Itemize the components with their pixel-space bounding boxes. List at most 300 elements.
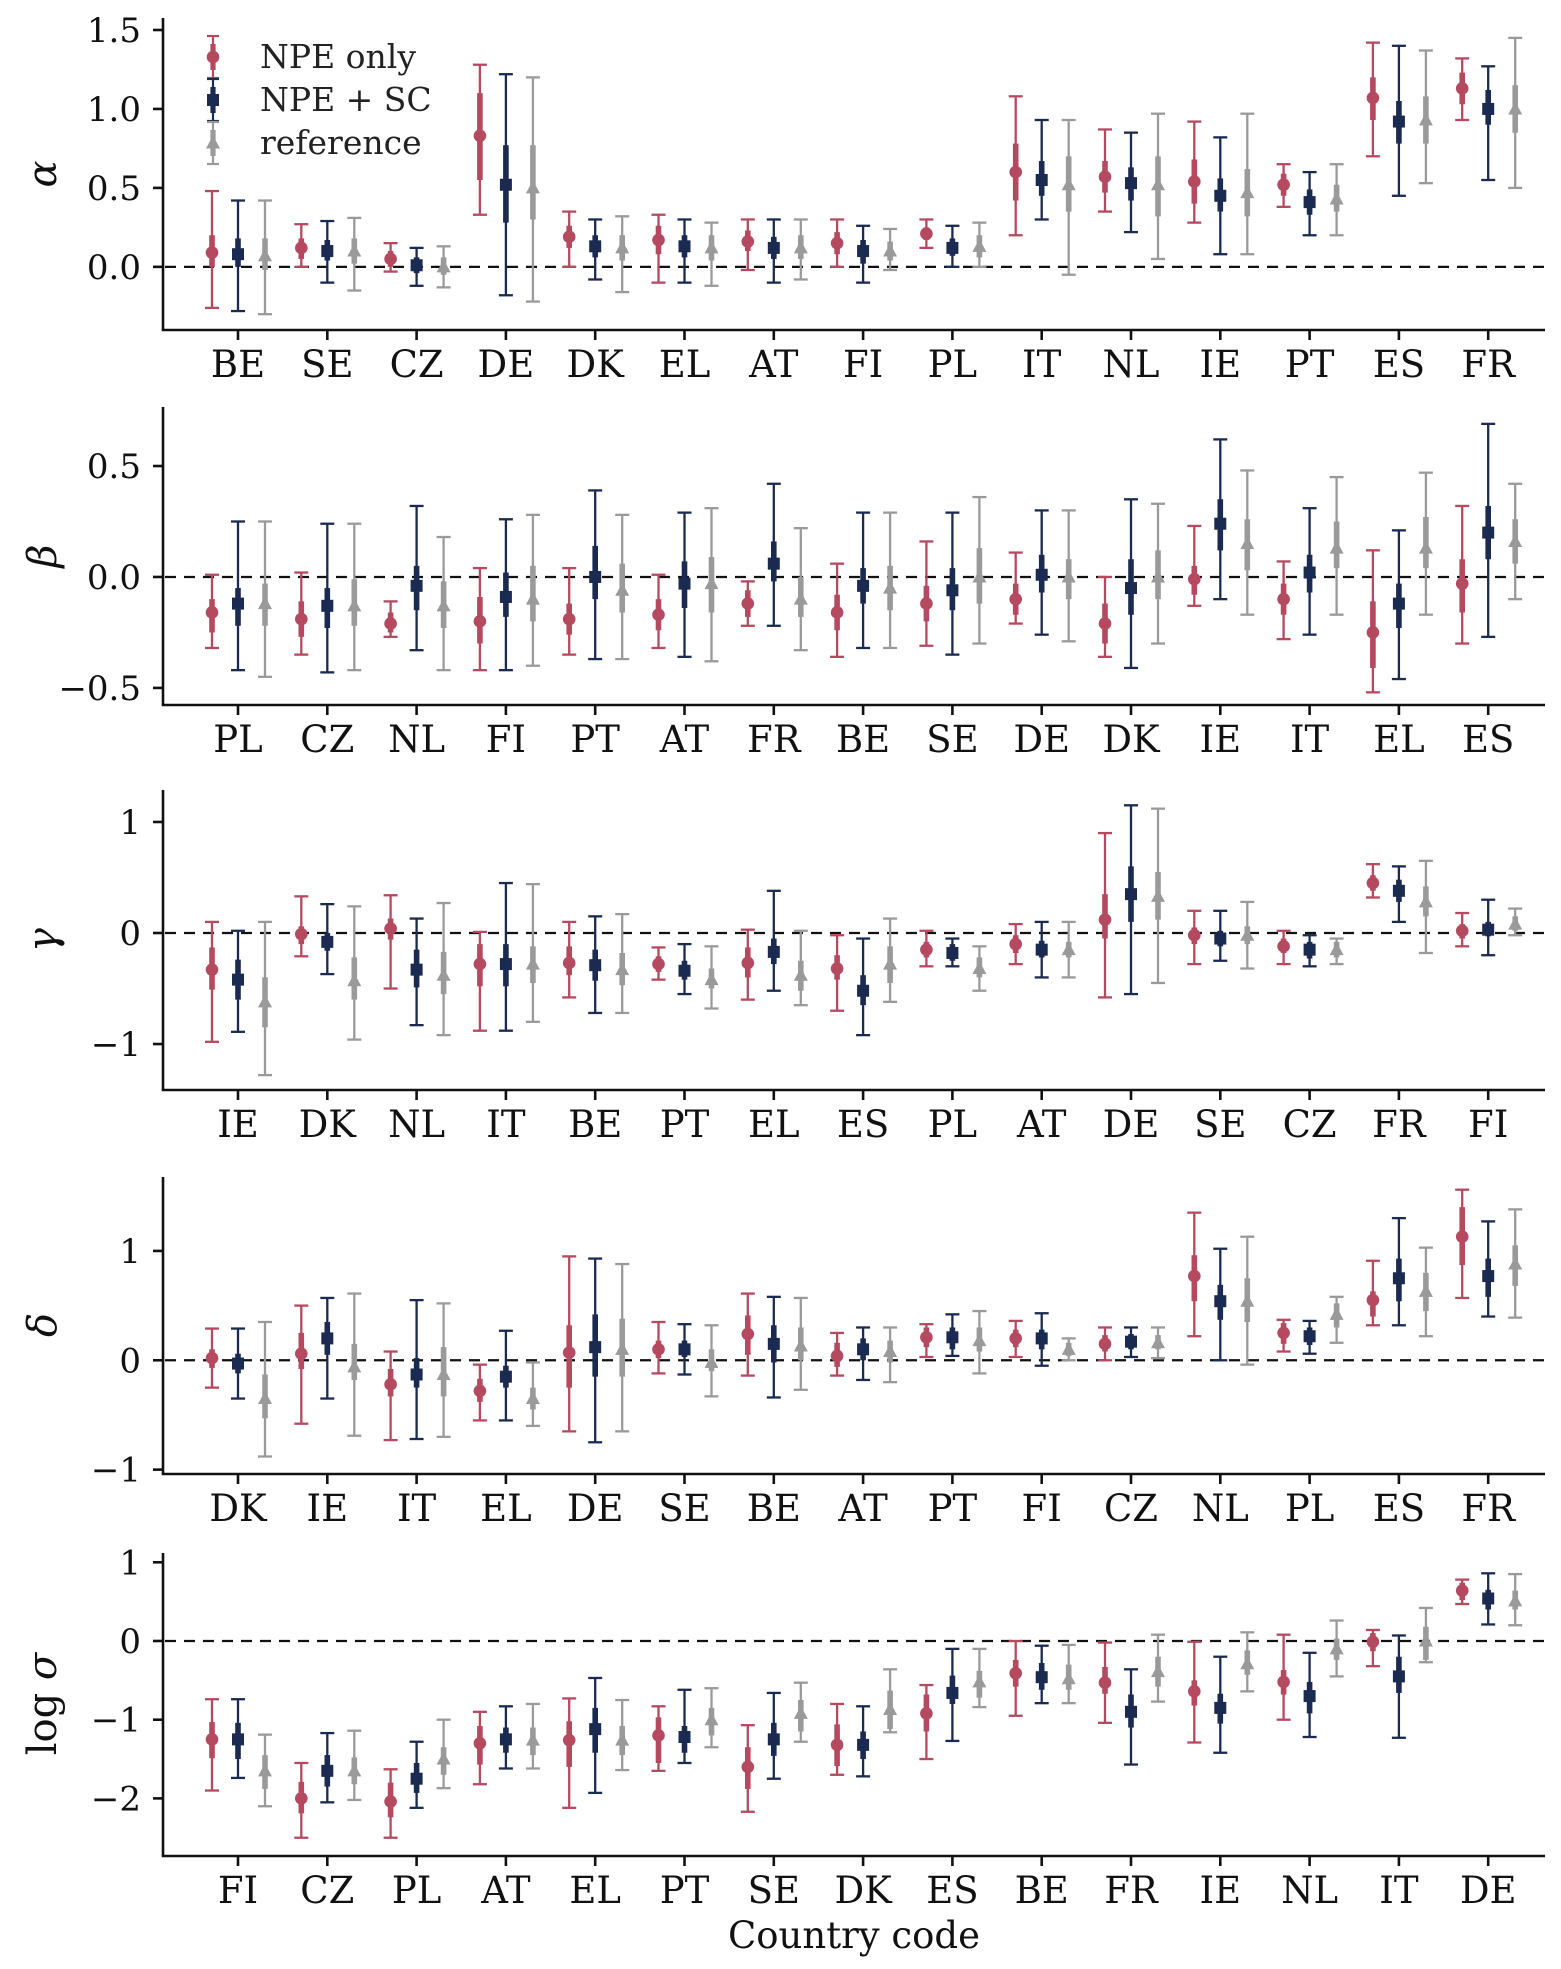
marker-triangle [258,248,272,261]
x-tick-label: AT [481,1869,531,1912]
marker-triangle [972,239,986,252]
marker-triangle [883,1344,897,1357]
marker-circle [1277,1676,1290,1689]
x-tick-label: PT [927,1487,978,1530]
marker-triangle [1151,1664,1165,1677]
x-tick-label: FI [217,1869,259,1912]
marker-triangle [347,1763,361,1776]
marker-triangle [526,1391,540,1404]
marker-triangle [972,1674,986,1687]
marker-triangle [1151,1335,1165,1348]
x-tick-label: DE [1459,1869,1517,1912]
marker-triangle [615,1342,629,1355]
x-tick-label: ES [1372,343,1426,386]
marker-circle [206,1733,219,1746]
marker-triangle [1419,1284,1433,1297]
marker-square [1482,1592,1494,1604]
marker-circle [295,613,308,626]
marker-triangle [705,240,719,253]
marker-square [1304,944,1316,956]
y-tick-label: 0 [119,1621,141,1662]
marker-circle [1188,1270,1201,1283]
marker-circle [920,597,933,610]
marker-square [589,959,601,971]
marker-circle [1277,940,1290,953]
marker-triangle [347,598,361,611]
marker-triangle [1062,1342,1076,1355]
marker-triangle [1240,1294,1254,1307]
marker-square [857,985,869,997]
x-tick-label: IT [1379,1869,1419,1912]
marker-square [1214,1702,1226,1714]
marker-square [232,598,244,610]
marker-square [589,240,601,252]
x-tick-label: IE [217,1103,259,1146]
y-axis-label-sigma: σ [20,1652,66,1681]
marker-triangle [258,1763,272,1776]
x-tick-label: ES [1462,718,1515,761]
x-tick-label: DE [477,343,535,386]
marker-triangle [437,1367,451,1380]
marker-square [857,580,869,592]
marker-triangle [705,972,719,985]
marker-triangle [1330,1641,1344,1654]
x-tick-label: FI [1468,1103,1509,1146]
x-tick-label: PL [927,1103,978,1146]
marker-square [321,245,333,257]
x-tick-label: FR [747,718,801,761]
x-tick-label: ES [1372,1487,1426,1530]
marker-square [1393,885,1405,897]
x-tick-label: IE [1199,718,1242,761]
marker-circle [742,1761,755,1774]
x-tick-label: EL [569,1869,621,1912]
marker-square [1482,103,1494,115]
x-tick-label: NL [388,718,446,761]
marker-square [1036,174,1048,186]
marker-square [679,1343,691,1355]
marker-square [857,1343,869,1355]
x-tick-label: DE [566,1487,624,1530]
marker-triangle [615,583,629,596]
marker-triangle [347,244,361,257]
marker-triangle [883,957,897,970]
x-tick-label: IT [486,1103,526,1146]
marker-square [1304,567,1316,579]
x-tick-label: IT [1022,343,1062,386]
marker-triangle [705,1355,719,1368]
marker-square [1304,1690,1316,1702]
marker-square [411,580,423,592]
marker-square [232,974,244,986]
marker-circle [206,246,219,259]
marker-triangle [437,1752,451,1765]
marker-triangle [1419,113,1433,126]
marker-triangle [1508,1593,1522,1606]
y-tick-label: 0 [119,914,141,955]
x-tick-label: PL [213,718,263,761]
marker-circle [742,1328,755,1341]
marker-circle [831,1739,844,1752]
x-tick-label: FR [1461,1487,1515,1530]
marker-square [768,558,780,570]
marker-square [321,600,333,612]
x-tick-label: PL [1284,1487,1335,1530]
marker-square [857,1739,869,1751]
marker-circle [295,1347,308,1360]
marker-circle [1099,617,1112,630]
marker-square [1214,933,1226,945]
marker-square [679,965,691,977]
marker-square [1214,1295,1226,1307]
marker-triangle [1419,894,1433,907]
marker-circle [1188,175,1201,188]
marker-circle [474,1385,487,1398]
marker-circle [652,234,665,247]
marker-circle [384,1378,397,1391]
marker-circle [742,235,755,248]
y-axis-label-gamma: γ [20,928,66,952]
marker-square [768,1338,780,1350]
marker-square [1393,598,1405,610]
x-tick-label: PT [659,1103,710,1146]
x-tick-label: AT [749,343,799,386]
marker-circle [206,963,219,976]
marker-square [1036,569,1048,581]
marker-square [589,1723,601,1735]
x-tick-label: FR [1372,1103,1426,1146]
marker-circle [1099,913,1112,926]
marker-triangle [883,581,897,594]
marker-circle [1456,1584,1469,1597]
marker-circle [920,943,933,956]
marker-square [1482,1270,1494,1282]
x-tick-label: NL [1281,1869,1339,1912]
marker-circle [1456,577,1469,590]
marker-square [1304,196,1316,208]
x-axis-label: Country code [727,1914,981,1957]
y-tick-label: 0.0 [86,247,141,288]
marker-square [411,1368,423,1380]
marker-square [232,248,244,260]
y-axis-label-beta: β [20,544,66,568]
x-tick-label: AT [659,718,710,761]
marker-circle [652,1343,665,1356]
marker-triangle [615,240,629,253]
marker-circle [295,1792,308,1805]
marker-triangle [1151,177,1165,190]
marker-triangle [1330,1307,1344,1320]
x-tick-label: DK [566,343,624,386]
marker-circle [1367,626,1380,639]
marker-circle [831,1350,844,1363]
x-tick-label: CZ [300,718,355,761]
marker-circle [1277,1327,1290,1340]
x-tick-label: EL [748,1103,800,1146]
marker-square [411,964,423,976]
y-tick-label: 1 [119,1231,141,1272]
marker-circle [474,129,487,142]
x-tick-label: PT [659,1869,710,1912]
y-tick-label: 0.5 [86,168,141,209]
marker-square [1036,1671,1048,1683]
marker-circle [831,962,844,975]
marker-triangle [883,1702,897,1715]
x-tick-label: PT [1284,343,1335,386]
marker-square [207,94,219,106]
marker-square [768,1733,780,1745]
marker-triangle [526,957,540,970]
marker-circle [652,958,665,971]
marker-square [1125,1336,1137,1348]
x-tick-label: FR [1104,1869,1158,1912]
x-tick-label: BE [835,718,891,761]
x-tick-label: SE [301,343,354,386]
marker-square [679,240,691,252]
marker-circle [563,613,576,626]
marker-circle [1456,1230,1469,1243]
marker-triangle [1062,177,1076,190]
x-tick-label: ES [926,1869,979,1912]
x-tick-label: NL [1102,343,1160,386]
marker-circle [384,1795,397,1808]
marker-circle [1099,171,1112,184]
marker-circle [474,958,487,971]
marker-triangle [258,596,272,609]
marker-square [411,1773,423,1785]
marker-circle [1099,1676,1112,1689]
marker-triangle [526,180,540,193]
marker-circle [1188,573,1201,586]
marker-triangle [972,1333,986,1346]
marker-circle [1009,593,1022,606]
marker-square [500,591,512,603]
marker-circle [1009,1667,1022,1680]
marker-circle [206,1352,219,1365]
marker-circle [474,615,487,628]
y-tick-label: 1 [119,1543,141,1584]
marker-circle [652,1729,665,1742]
x-tick-label: BE [568,1103,623,1146]
x-tick-label: CZ [1103,1487,1159,1530]
x-tick-label: AT [1017,1103,1067,1146]
marker-triangle [1240,185,1254,198]
marker-triangle [206,136,220,149]
marker-circle [920,227,933,240]
marker-square [1125,177,1137,189]
x-tick-label: SE [658,1487,711,1530]
y-axis-label-log-sigma [20,1651,66,1755]
marker-square [321,936,333,948]
marker-square [1214,190,1226,202]
marker-circle [831,237,844,250]
marker-circle [1456,82,1469,95]
x-tick-label: IE [1199,1869,1242,1912]
y-tick-label: −1 [90,1700,141,1741]
marker-triangle [1240,1656,1254,1669]
marker-square [1125,582,1137,594]
marker-triangle [437,598,451,611]
x-tick-label: DE [1102,1103,1160,1146]
y-axis-label-log: log [20,1680,66,1756]
marker-square [768,242,780,254]
marker-circle [1009,938,1022,951]
x-tick-label: DK [834,1869,892,1912]
marker-circle [1009,1332,1022,1345]
x-tick-label: NL [1191,1487,1249,1530]
marker-circle [831,606,844,619]
marker-circle [206,606,219,619]
x-tick-label: NL [388,1103,446,1146]
marker-circle [1367,92,1380,105]
marker-circle [563,1346,576,1359]
marker-square [500,1371,512,1383]
y-tick-label: −0.5 [58,668,141,709]
x-tick-label: PL [391,1869,442,1912]
marker-square [768,946,780,958]
marker-triangle [1062,1671,1076,1684]
marker-circle [563,957,576,970]
marker-triangle [794,240,808,253]
x-tick-label: IE [1199,343,1242,386]
marker-circle [1188,1685,1201,1698]
x-tick-label: SE [747,1869,800,1912]
marker-square [679,1731,691,1743]
marker-triangle [437,968,451,981]
marker-square [946,584,958,596]
marker-square [946,242,958,254]
y-tick-label: 0 [119,1341,141,1382]
marker-square [411,259,423,271]
x-tick-label: FI [1021,1487,1062,1530]
legend-label: NPE only [260,37,416,76]
marker-triangle [258,1391,272,1404]
x-tick-label: AT [838,1487,888,1530]
marker-triangle [883,244,897,257]
x-tick-label: PL [927,343,978,386]
marker-circle [742,597,755,610]
marker-triangle [1330,942,1344,955]
x-tick-label: CZ [389,343,444,386]
marker-square [232,1358,244,1370]
marker-triangle [615,1733,629,1746]
marker-circle [1277,593,1290,606]
marker-triangle [972,961,986,974]
marker-square [321,1765,333,1777]
x-tick-label: FI [485,718,527,761]
x-tick-label: SE [926,718,979,761]
marker-square [1214,518,1226,530]
marker-circle [652,608,665,621]
marker-triangle [1508,534,1522,547]
marker-triangle [794,1339,808,1352]
x-tick-label: ES [836,1103,890,1146]
marker-square [589,571,601,583]
marker-triangle [794,968,808,981]
marker-triangle [1062,942,1076,955]
x-tick-label: DK [1102,718,1160,761]
marker-square [500,179,512,191]
x-tick-label: FI [842,343,884,386]
marker-square [1125,1706,1137,1718]
marker-square [1393,1670,1405,1682]
marker-square [679,578,691,590]
marker-circle [920,1707,933,1720]
marker-square [500,1733,512,1745]
x-tick-label: FR [1461,343,1515,386]
x-tick-label: EL [480,1487,532,1530]
x-tick-label: IT [1289,718,1330,761]
y-axis-label-delta: δ [20,1312,66,1338]
legend-label: reference [260,123,422,162]
marker-square [946,1331,958,1343]
x-tick-label: BE [210,343,266,386]
y-tick-label: 0.0 [86,557,141,598]
marker-triangle [1330,541,1344,554]
x-tick-label: DE [1013,718,1071,761]
marker-triangle [347,973,361,986]
marker-triangle [794,592,808,605]
marker-square [946,1687,958,1699]
y-tick-label: −1 [90,1450,141,1491]
marker-square [1304,1330,1316,1342]
x-tick-label: DK [209,1487,267,1530]
x-tick-label: EL [658,343,711,386]
y-tick-label: 1.0 [86,89,141,130]
x-tick-label: EL [1373,718,1425,761]
x-tick-label: IE [306,1487,349,1530]
marker-circle [1009,166,1022,179]
marker-square [857,245,869,257]
marker-circle [295,242,308,255]
marker-circle [295,928,308,941]
marker-triangle [1419,541,1433,554]
x-tick-label: CZ [300,1869,355,1912]
marker-circle [563,231,576,244]
x-tick-label: PT [570,718,620,761]
marker-triangle [615,962,629,975]
marker-circle [742,957,755,970]
y-tick-label: 0.5 [86,447,141,488]
marker-square [1036,944,1048,956]
marker-triangle [258,994,272,1007]
marker-circle [1277,178,1290,191]
x-tick-label: SE [1194,1103,1247,1146]
x-tick-label: BE [1014,1869,1069,1912]
marker-circle [474,1737,487,1750]
marker-circle [1367,877,1380,890]
legend-label: NPE + SC [260,80,432,119]
marker-square [1482,924,1494,936]
y-tick-label: 1 [119,802,141,843]
y-tick-label: −2 [90,1779,141,1820]
marker-triangle [526,592,540,605]
marker-triangle [1508,1257,1522,1270]
marker-triangle [1330,191,1344,204]
marker-triangle [1508,101,1522,114]
marker-square [1482,527,1494,539]
marker-circle [1456,924,1469,937]
marker-circle [1188,929,1201,942]
marker-circle [920,1331,933,1344]
marker-square [589,1341,601,1353]
marker-triangle [705,576,719,589]
marker-triangle [1151,889,1165,902]
marker-square [946,947,958,959]
marker-triangle [1240,928,1254,941]
marker-circle [384,253,397,266]
marker-triangle [526,1733,540,1746]
